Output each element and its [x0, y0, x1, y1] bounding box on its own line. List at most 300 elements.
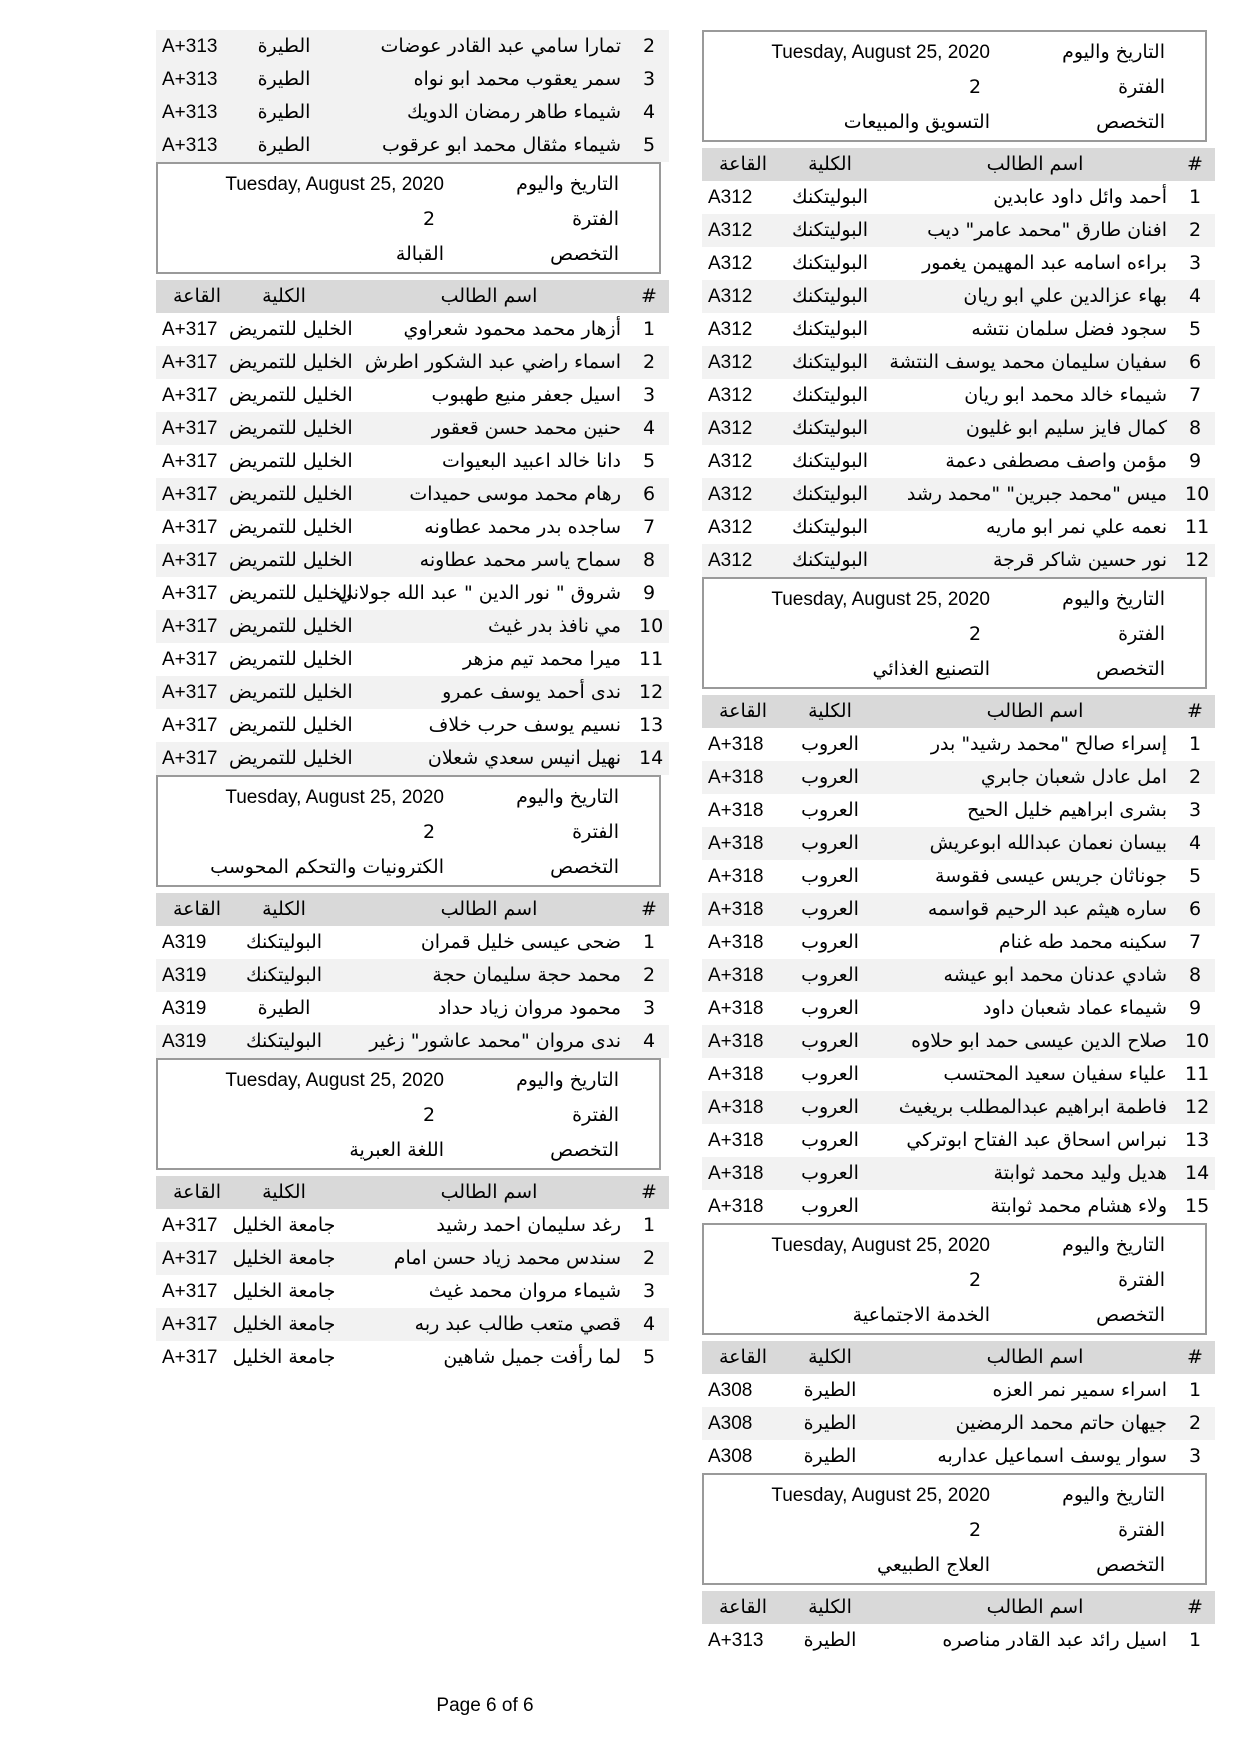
room: A312 — [708, 220, 753, 241]
student-name: بشرى ابراهيم خليل الحيح — [967, 799, 1167, 821]
college: الطيرة — [257, 134, 311, 156]
college: الخليل للتمريض — [229, 318, 353, 340]
student-name: شيماء طاهر رمضان الدويك — [407, 101, 621, 123]
college: الخليل للتمريض — [229, 747, 353, 769]
major-label: التخصص — [1096, 1554, 1165, 1576]
room: A+318 — [708, 866, 764, 887]
header-row-date — [704, 1227, 1205, 1264]
period-label: الفترة — [572, 1104, 619, 1126]
college: الطيرة — [803, 1379, 857, 1401]
room: A312 — [708, 418, 753, 439]
student-name: محمد حجة سليمان حجة — [432, 964, 621, 986]
header-student-name: اسم الطالب — [440, 285, 538, 307]
date-value: Tuesday, August 25, 2020 — [771, 42, 990, 63]
page-footer: Page 6 of 6 — [436, 1695, 534, 1716]
room: A+317 — [162, 550, 218, 571]
header-num: # — [641, 1181, 657, 1203]
college: العروب — [801, 733, 859, 755]
table-row — [702, 412, 1215, 445]
room: A319 — [162, 1031, 207, 1052]
row-number: 8 — [1188, 964, 1202, 986]
student-name: اسيل رائد عبد القادر مناصره — [942, 1629, 1167, 1651]
header-row-major — [158, 849, 659, 886]
table-row — [702, 827, 1215, 860]
row-number: 8 — [1188, 417, 1202, 439]
header-college: الكلية — [262, 285, 306, 307]
major-value: القبالة — [395, 243, 444, 265]
row-number: 6 — [1188, 351, 1202, 373]
table-row — [156, 1341, 669, 1374]
date-value: Tuesday, August 25, 2020 — [771, 589, 990, 610]
college: الخليل للتمريض — [229, 417, 353, 439]
header-row-major — [704, 1297, 1205, 1334]
student-name: أزهار محمد محمود شعراوي — [403, 318, 621, 340]
header-row-date — [704, 581, 1205, 618]
room: A+317 — [162, 1281, 218, 1302]
room: A308 — [708, 1380, 753, 1401]
header-student-name: اسم الطالب — [986, 1596, 1084, 1618]
student-name: ساجده بدر محمد عطاونه — [424, 516, 621, 538]
college: العروب — [801, 898, 859, 920]
college: الخليل للتمريض — [229, 714, 353, 736]
table-row — [702, 1091, 1215, 1124]
section-header-box — [156, 162, 661, 274]
table-row — [156, 346, 669, 379]
table-row — [156, 313, 669, 346]
room: A308 — [708, 1413, 753, 1434]
table-row — [702, 959, 1215, 992]
student-name: سفيان سليمان محمد يوسف النتشة — [889, 351, 1167, 373]
row-number: 2 — [642, 1247, 656, 1269]
header-room: القاعة — [173, 1182, 221, 1203]
header-num: # — [1187, 700, 1203, 722]
student-name: دانا خالد اعبيد البعيوات — [442, 450, 621, 472]
table-row — [156, 709, 669, 742]
table-row — [702, 1157, 1215, 1190]
date-value: Tuesday, August 25, 2020 — [771, 1485, 990, 1506]
college: العروب — [801, 931, 859, 953]
student-name: نهيل انيس سعدي شعلان — [427, 747, 621, 769]
table-row — [702, 761, 1215, 794]
row-number: 2 — [1188, 766, 1202, 788]
major-value: التصنيع الغذائي — [872, 658, 990, 680]
room: A+318 — [708, 767, 764, 788]
row-number: 3 — [642, 384, 656, 406]
college: الخليل للتمريض — [229, 450, 353, 472]
row-number: 11 — [639, 648, 664, 670]
college: البوليتكنك — [245, 931, 323, 953]
student-name: مؤمن واصف مصطفى دعمة — [945, 450, 1167, 472]
room: A+317 — [162, 418, 218, 439]
table-row — [156, 992, 669, 1025]
table-row — [702, 544, 1215, 577]
table-row — [156, 742, 669, 775]
table-header — [702, 1591, 1215, 1624]
student-name: ميرا محمد تيم مزهر — [462, 648, 621, 670]
row-number: 9 — [642, 582, 656, 604]
row-number: 10 — [639, 615, 664, 637]
header-num: # — [1187, 1346, 1203, 1368]
table-row — [702, 214, 1215, 247]
row-number: 3 — [642, 997, 656, 1019]
period-value: 2 — [969, 76, 982, 98]
row-number: 7 — [1188, 384, 1202, 406]
row-number: 15 — [1185, 1195, 1210, 1217]
college: الخليل للتمريض — [229, 384, 353, 406]
room: A312 — [708, 319, 753, 340]
section-header-box — [702, 30, 1207, 142]
college: الخليل للتمريض — [229, 483, 353, 505]
student-name: نعمه علي نمر ابو ماريه — [985, 516, 1167, 538]
room: A+313 — [708, 1630, 764, 1651]
table-row — [702, 511, 1215, 544]
header-college: الكلية — [262, 1181, 306, 1203]
row-number: 1 — [642, 318, 656, 340]
student-name: أحمد وائل داود عابدين — [993, 186, 1167, 208]
room: A+317 — [162, 1347, 218, 1368]
table-row — [156, 478, 669, 511]
student-name: رغد سليمان احمد رشيد — [436, 1214, 621, 1236]
period-value: 2 — [423, 821, 436, 843]
section-header-box — [702, 577, 1207, 689]
row-number: 4 — [642, 417, 656, 439]
header-num: # — [641, 898, 657, 920]
student-name: سمر يعقوب محمد ابو نواه — [413, 68, 621, 90]
header-student-name: اسم الطالب — [986, 1346, 1084, 1368]
college: العروب — [801, 832, 859, 854]
room: A319 — [162, 965, 207, 986]
table-header — [156, 280, 669, 313]
room: A+317 — [162, 748, 218, 769]
room: A+313 — [162, 102, 218, 123]
room: A+318 — [708, 1196, 764, 1217]
college: الطيرة — [257, 68, 311, 90]
period-value: 2 — [969, 1269, 982, 1291]
date-value: Tuesday, August 25, 2020 — [225, 174, 444, 195]
row-number: 2 — [642, 964, 656, 986]
table-row — [156, 1275, 669, 1308]
major-value: العلاج الطبيعي — [877, 1554, 990, 1576]
college: جامعة الخليل — [232, 1313, 336, 1335]
room: A+318 — [708, 965, 764, 986]
room: A+318 — [708, 833, 764, 854]
table-row — [156, 63, 669, 96]
room: A+313 — [162, 69, 218, 90]
row-number: 12 — [639, 681, 664, 703]
college: البوليتكنك — [791, 186, 869, 208]
header-row-period — [158, 814, 659, 851]
student-name: رهام محمد موسى حميدات — [409, 483, 621, 505]
row-number: 4 — [1188, 285, 1202, 307]
room: A312 — [708, 286, 753, 307]
room: A+318 — [708, 998, 764, 1019]
table-row — [156, 379, 669, 412]
student-name: براءه اسامه عبد المهيمن يغمور — [922, 252, 1167, 274]
table-row — [156, 544, 669, 577]
room: A+317 — [162, 484, 218, 505]
room: A+318 — [708, 1130, 764, 1151]
major-label: التخصص — [550, 1139, 619, 1161]
student-name: محمود مروان زياد حداد — [437, 997, 621, 1019]
row-number: 2 — [642, 35, 656, 57]
table-row — [156, 1242, 669, 1275]
period-label: الفترة — [1118, 1519, 1165, 1541]
student-name: إسراء صالح "محمد رشيد" بدر — [930, 733, 1167, 755]
date-label: التاريخ واليوم — [1062, 41, 1165, 63]
table-row — [702, 478, 1215, 511]
college: جامعة الخليل — [232, 1280, 336, 1302]
college: الطيرة — [803, 1445, 857, 1467]
room: A312 — [708, 550, 753, 571]
room: A+317 — [162, 385, 218, 406]
student-name: سماح ياسر محمد عطاونه — [419, 549, 621, 571]
table-row — [702, 1190, 1215, 1223]
table-row — [156, 412, 669, 445]
row-number: 12 — [1185, 549, 1210, 571]
row-number: 3 — [642, 1280, 656, 1302]
room: A+317 — [162, 715, 218, 736]
row-number: 14 — [1185, 1162, 1210, 1184]
student-name: اسيل جعفر منيع طهبوب — [431, 384, 621, 406]
period-label: الفترة — [1118, 623, 1165, 645]
college: العروب — [801, 1162, 859, 1184]
college: البوليتكنك — [245, 1030, 323, 1052]
period-label: الفترة — [1118, 76, 1165, 98]
college: العروب — [801, 964, 859, 986]
header-row-date — [704, 1477, 1205, 1514]
student-name: افنان طارق "محمد عامر" ديب — [927, 219, 1167, 241]
major-label: التخصص — [1096, 111, 1165, 133]
student-name: لما رأفت جميل شاهين — [443, 1346, 621, 1368]
college: العروب — [801, 997, 859, 1019]
row-number: 5 — [642, 134, 656, 156]
row-number: 5 — [1188, 318, 1202, 340]
table-header — [156, 1176, 669, 1209]
table-row — [702, 247, 1215, 280]
room: A+318 — [708, 899, 764, 920]
row-number: 2 — [1188, 219, 1202, 241]
row-number: 1 — [1188, 1379, 1202, 1401]
major-value: الكترونيات والتحكم المحوسب — [210, 856, 444, 878]
table-row — [702, 794, 1215, 827]
date-value: Tuesday, August 25, 2020 — [225, 1070, 444, 1091]
major-label: التخصص — [1096, 658, 1165, 680]
header-row-date — [158, 166, 659, 203]
row-number: 1 — [642, 1214, 656, 1236]
table-row — [702, 379, 1215, 412]
college: الطيرة — [257, 35, 311, 57]
room: A+318 — [708, 1031, 764, 1052]
header-num: # — [1187, 1596, 1203, 1618]
row-number: 1 — [1188, 186, 1202, 208]
date-label: التاريخ واليوم — [1062, 1484, 1165, 1506]
header-student-name: اسم الطالب — [440, 1181, 538, 1203]
college: العروب — [801, 799, 859, 821]
student-name: سجود فضل سلمان نتشه — [971, 318, 1167, 340]
header-college: الكلية — [262, 898, 306, 920]
row-number: 1 — [1188, 1629, 1202, 1651]
student-name: حنين محمد حسن قعقور — [431, 417, 621, 439]
college: الطيرة — [803, 1629, 857, 1651]
room: A308 — [708, 1446, 753, 1467]
header-room: القاعة — [719, 154, 767, 175]
college: الطيرة — [257, 997, 311, 1019]
period-label: الفترة — [572, 208, 619, 230]
room: A+317 — [162, 583, 218, 604]
header-row-period — [704, 1262, 1205, 1299]
room: A+313 — [162, 135, 218, 156]
header-num: # — [641, 285, 657, 307]
room: A312 — [708, 352, 753, 373]
table-header — [702, 148, 1215, 181]
row-number: 10 — [1185, 483, 1210, 505]
student-name: فاطمة ابراهيم عبدالمطلب بريغيث — [898, 1096, 1167, 1118]
row-number: 7 — [1188, 931, 1202, 953]
student-name: هديل وليد محمد ثوابتة — [993, 1162, 1167, 1184]
row-number: 9 — [1188, 997, 1202, 1019]
student-name: اسراء سمير نمر العزه — [992, 1379, 1167, 1401]
table-row — [156, 445, 669, 478]
header-college: الكلية — [808, 1346, 852, 1368]
student-name: شيماء مروان محمد غيث — [428, 1280, 621, 1302]
student-name: ندى أحمد يوسف عمرو — [442, 681, 621, 703]
row-number: 1 — [1188, 733, 1202, 755]
student-name: امل عادل شعبان جابري — [980, 766, 1167, 788]
date-value: Tuesday, August 25, 2020 — [771, 1235, 990, 1256]
college: البوليتكنك — [791, 483, 869, 505]
header-row-major — [704, 104, 1205, 141]
room: A+318 — [708, 734, 764, 755]
header-row-major — [158, 236, 659, 273]
table-row — [156, 96, 669, 129]
period-value: 2 — [423, 208, 436, 230]
student-name: نبراس اسحاق عبد الفتاح ابوتركي — [906, 1129, 1167, 1151]
row-number: 9 — [1188, 450, 1202, 472]
student-name: بيسان نعمان عبدالله ابوعريش — [929, 832, 1167, 854]
college: الطيرة — [257, 101, 311, 123]
table-row — [156, 129, 669, 162]
student-name: سوار يوسف اسماعيل عداربه — [937, 1445, 1167, 1467]
college: الطيرة — [803, 1412, 857, 1434]
header-student-name: اسم الطالب — [440, 898, 538, 920]
college: العروب — [801, 865, 859, 887]
student-name: جيهان حاتم محمد الرمضين — [955, 1412, 1167, 1434]
room: A312 — [708, 385, 753, 406]
student-name: شادي عدنان محمد ابو عيشه — [943, 964, 1167, 986]
room: A+317 — [162, 1215, 218, 1236]
major-label: التخصص — [550, 243, 619, 265]
student-name: نور حسين شاكر قرجة — [992, 549, 1167, 571]
college: البوليتكنك — [791, 450, 869, 472]
row-number: 5 — [642, 450, 656, 472]
section-header-box — [156, 1058, 661, 1170]
section-header-box — [702, 1473, 1207, 1585]
header-row-period — [158, 1097, 659, 1134]
header-num: # — [1187, 153, 1203, 175]
period-value: 2 — [423, 1104, 436, 1126]
date-label: التاريخ واليوم — [1062, 1234, 1165, 1256]
header-college: الكلية — [808, 700, 852, 722]
student-name: سندس محمد زياد حسن امام — [393, 1247, 621, 1269]
college: العروب — [801, 1195, 859, 1217]
major-label: التخصص — [550, 856, 619, 878]
left-column — [156, 30, 669, 1374]
student-name: مي نافذ بدر غيث — [487, 615, 621, 637]
student-name: شروق " نور الدين " عبد الله جولاني — [337, 582, 621, 604]
row-number: 10 — [1185, 1030, 1210, 1052]
room: A319 — [162, 998, 207, 1019]
table-row — [702, 280, 1215, 313]
row-number: 8 — [642, 549, 656, 571]
table-row — [702, 313, 1215, 346]
row-number: 4 — [642, 1313, 656, 1335]
room: A312 — [708, 253, 753, 274]
header-row-date — [158, 1062, 659, 1099]
period-label: الفترة — [1118, 1269, 1165, 1291]
room: A+317 — [162, 517, 218, 538]
table-row — [156, 1308, 669, 1341]
room: A312 — [708, 517, 753, 538]
table-row — [702, 1624, 1215, 1657]
header-row-period — [704, 69, 1205, 106]
college: البوليتكنك — [245, 964, 323, 986]
student-name: ميس "محمد جبرين" "محمد رشد — [906, 483, 1167, 505]
college: البوليتكنك — [791, 219, 869, 241]
header-room: القاعة — [719, 701, 767, 722]
room: A+317 — [162, 451, 218, 472]
student-name: اسماء راضي عبد الشكور اطرش — [364, 351, 621, 373]
college: الخليل للتمريض — [229, 549, 353, 571]
table-row — [156, 577, 669, 610]
college: الخليل للتمريض — [229, 351, 353, 373]
header-college: الكلية — [808, 1596, 852, 1618]
student-name: ضحى عيسى خليل قمران — [420, 931, 621, 953]
table-header — [702, 1341, 1215, 1374]
table-row — [702, 893, 1215, 926]
college: الخليل للتمريض — [229, 681, 353, 703]
room: A+318 — [708, 932, 764, 953]
header-student-name: اسم الطالب — [986, 153, 1084, 175]
college: البوليتكنك — [791, 516, 869, 538]
row-number: 14 — [639, 747, 664, 769]
student-name: سكينه محمد طه غنام — [998, 931, 1167, 953]
row-number: 5 — [642, 1346, 656, 1368]
student-name: بهاء عزالدين علي ابو ريان — [963, 285, 1167, 307]
student-name: جوناثان جريس عيسى فقوسة — [935, 865, 1167, 887]
student-name: شيماء عماد شعبان داود — [983, 997, 1167, 1019]
header-row-major — [704, 1547, 1205, 1584]
table-row — [702, 1407, 1215, 1440]
table-row — [702, 346, 1215, 379]
header-row-major — [158, 1132, 659, 1169]
college: الخليل للتمريض — [229, 648, 353, 670]
college: البوليتكنك — [791, 549, 869, 571]
student-name: علياء سفيان سعيد المحتسب — [943, 1063, 1167, 1085]
table-row — [702, 1374, 1215, 1407]
table-header — [156, 893, 669, 926]
table-row — [702, 926, 1215, 959]
period-value: 2 — [969, 623, 982, 645]
student-name: تمارا سامي عبد القادر عوضات — [380, 35, 621, 57]
table-row — [156, 643, 669, 676]
room: A+317 — [162, 319, 218, 340]
college: الخليل للتمريض — [229, 516, 353, 538]
room: A+313 — [162, 36, 218, 57]
college: العروب — [801, 1129, 859, 1151]
row-number: 4 — [642, 101, 656, 123]
college: البوليتكنك — [791, 252, 869, 274]
student-name: شيماء خالد محمد ابو ريان — [964, 384, 1167, 406]
